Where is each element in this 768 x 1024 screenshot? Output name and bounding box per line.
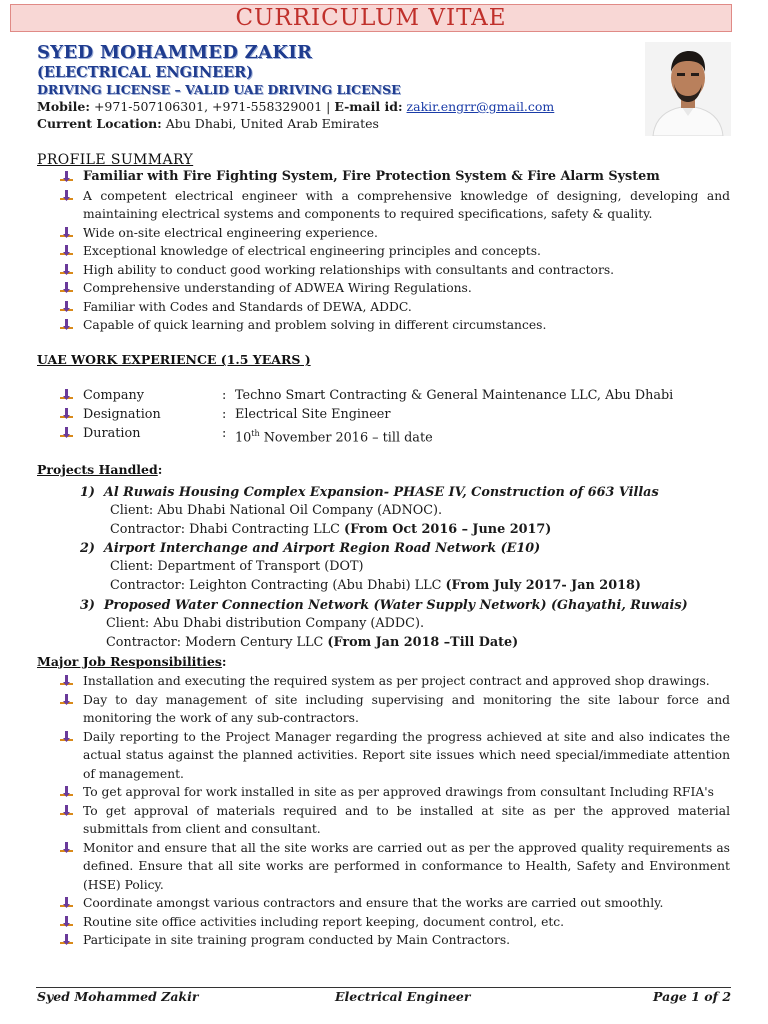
list-item: Day to day management of site including supervising and monitoring the site labour force and monitoring the work of any sub-contractors. — [60, 691, 730, 728]
work-value: Techno Smart Contracting & General Maintenance LLC, Abu Dhabi — [235, 388, 674, 403]
work-key: Duration — [83, 426, 141, 441]
work-row-company — [60, 386, 730, 405]
mobile-value: +971-507106301, +971-558329001 | — [89, 99, 335, 114]
project-contractor: Contractor: Modern Century LLC (From Jan 2018 –Till Date) — [106, 634, 519, 650]
arrow-bullet-icon — [60, 731, 73, 743]
profile-photo — [645, 42, 731, 136]
responsibilities-heading: Major Job Responsibilities: — [37, 654, 227, 669]
project-3 — [80, 596, 730, 652]
arrow-bullet-icon — [60, 842, 73, 854]
list-item: Familiar with Codes and Standards of DEWA, ADDC. — [60, 298, 730, 317]
profile-list — [60, 168, 730, 335]
list-item: Familiar with Fire Fighting System, Fire Protection System & Fire Alarm System — [60, 168, 730, 187]
email-label: E-mail id: — [334, 99, 403, 114]
work-experience-heading: UAE WORK EXPERIENCE (1.5 YEARS ) — [37, 352, 311, 367]
arrow-bullet-icon — [60, 264, 73, 276]
arrow-bullet-icon — [60, 282, 73, 294]
location-line — [37, 115, 637, 132]
work-value: Electrical Site Engineer — [235, 407, 391, 422]
list-item: Exceptional knowledge of electrical engineering principles and concepts. — [60, 242, 730, 261]
responsibilities-list — [60, 672, 730, 950]
list-item: Daily reporting to the Project Manager regarding the progress achieved at site and also indicates the actual status against the planned activities. Report site issues which need special/immediate attention of management. — [60, 728, 730, 784]
list-item: To get approval of materials required and to be installed at site as per the approved material submittals from client and consultant. — [60, 802, 730, 839]
arrow-bullet-icon — [60, 408, 73, 420]
project-contractor: Contractor: Leighton Contracting (Abu Dhabi) LLC (From July 2017- Jan 2018) — [110, 577, 641, 593]
arrow-bullet-icon — [60, 301, 73, 313]
work-colon: : — [222, 407, 227, 422]
page-title: CURRICULUM VITAE — [235, 5, 507, 31]
list-item: Monitor and ensure that all the site works are carried out as per the approved quality requirements as defined. Ensure that all site works are performed in conformance to Health, Safety and Environment (HSE) Policy. — [60, 839, 730, 895]
project-title: 3) Proposed Water Connection Network (Water Supply Network) (Ghayathi, Ruwais) — [80, 598, 688, 613]
footer-name: Syed Mohammed Zakir — [37, 989, 199, 1004]
footer-divider — [36, 987, 731, 988]
project-1 — [80, 483, 730, 539]
arrow-bullet-icon — [60, 227, 73, 239]
arrow-bullet-icon — [60, 427, 73, 439]
work-colon: : — [222, 426, 227, 441]
work-key: Designation — [83, 407, 161, 422]
arrow-bullet-icon — [60, 190, 73, 202]
arrow-bullet-icon — [60, 805, 73, 817]
list-item: Participate in site training program conducted by Main Contractors. — [60, 931, 730, 950]
arrow-bullet-icon — [60, 786, 73, 798]
work-value: 10th November 2016 – till date — [235, 429, 433, 446]
project-2 — [80, 539, 730, 595]
footer-page-number: Page 1 of 2 — [653, 989, 732, 1004]
list-item: To get approval for work installed in site as per approved drawings from consultant Including RFIA's — [60, 783, 730, 802]
arrow-bullet-icon — [60, 897, 73, 909]
arrow-bullet-icon — [60, 916, 73, 928]
work-colon: : — [222, 388, 227, 403]
list-item: Capable of quick learning and problem solving in different circumstances. — [60, 316, 730, 335]
list-item: Installation and executing the required system as per project contract and approved shop drawings. — [60, 672, 730, 691]
contact-line — [37, 98, 637, 115]
driving-license: DRIVING LICENSE – VALID UAE DRIVING LICENSE — [37, 82, 401, 97]
project-contractor: Contractor: Dhabi Contracting LLC (From Oct 2016 – June 2017) — [110, 521, 552, 537]
project-client: Client: Abu Dhabi distribution Company (ADDC). — [106, 616, 425, 631]
list-item: A competent electrical engineer with a comprehensive knowledge of designing, developing and maintaining electrical systems and components to required specifications, safety & quality. — [60, 187, 730, 224]
project-title: 2) Airport Interchange and Airport Region Road Network (E10) — [80, 541, 541, 556]
title-banner — [10, 4, 732, 32]
profile-photo-icon — [645, 42, 731, 136]
arrow-bullet-icon — [60, 675, 73, 687]
arrow-bullet-icon — [60, 319, 73, 331]
project-client: Client: Department of Transport (DOT) — [110, 559, 364, 574]
work-row-duration — [60, 424, 730, 446]
work-row-designation — [60, 405, 730, 424]
arrow-bullet-icon — [60, 389, 73, 401]
location-label: Current Location: — [37, 116, 162, 131]
mobile-label: Mobile: — [37, 99, 90, 114]
list-item: Wide on-site electrical engineering experience. — [60, 224, 730, 243]
candidate-role: (ELECTRICAL ENGINEER) — [37, 64, 254, 81]
project-title: 1) Al Ruwais Housing Complex Expansion- PHASE IV, Construction of 663 Villas — [80, 485, 659, 500]
profile-summary-heading: PROFILE SUMMARY — [37, 152, 194, 168]
footer-role: Electrical Engineer — [335, 989, 471, 1004]
projects-heading: Projects Handled: — [37, 462, 163, 477]
arrow-bullet-icon — [60, 694, 73, 706]
list-item: Comprehensive understanding of ADWEA Wiring Regulations. — [60, 279, 730, 298]
list-item: High ability to conduct good working relationships with consultants and contractors. — [60, 261, 730, 280]
work-details — [60, 386, 730, 446]
candidate-name: SYED MOHAMMED ZAKIR — [37, 42, 313, 63]
list-item: Routine site office activities including report keeping, document control, etc. — [60, 913, 730, 932]
project-client: Client: Abu Dhabi National Oil Company (ADNOC). — [110, 503, 443, 518]
list-item: Coordinate amongst various contractors and ensure that the works are carried out smoothly. — [60, 894, 730, 913]
arrow-bullet-icon — [60, 245, 73, 257]
arrow-bullet-icon — [60, 934, 73, 946]
email-link[interactable]: zakir.engrr@gmail.com — [406, 99, 555, 114]
location-value: Abu Dhabi, United Arab Emirates — [161, 116, 379, 131]
header — [37, 42, 637, 132]
arrow-bullet-icon — [60, 171, 73, 183]
work-key: Company — [83, 388, 144, 403]
